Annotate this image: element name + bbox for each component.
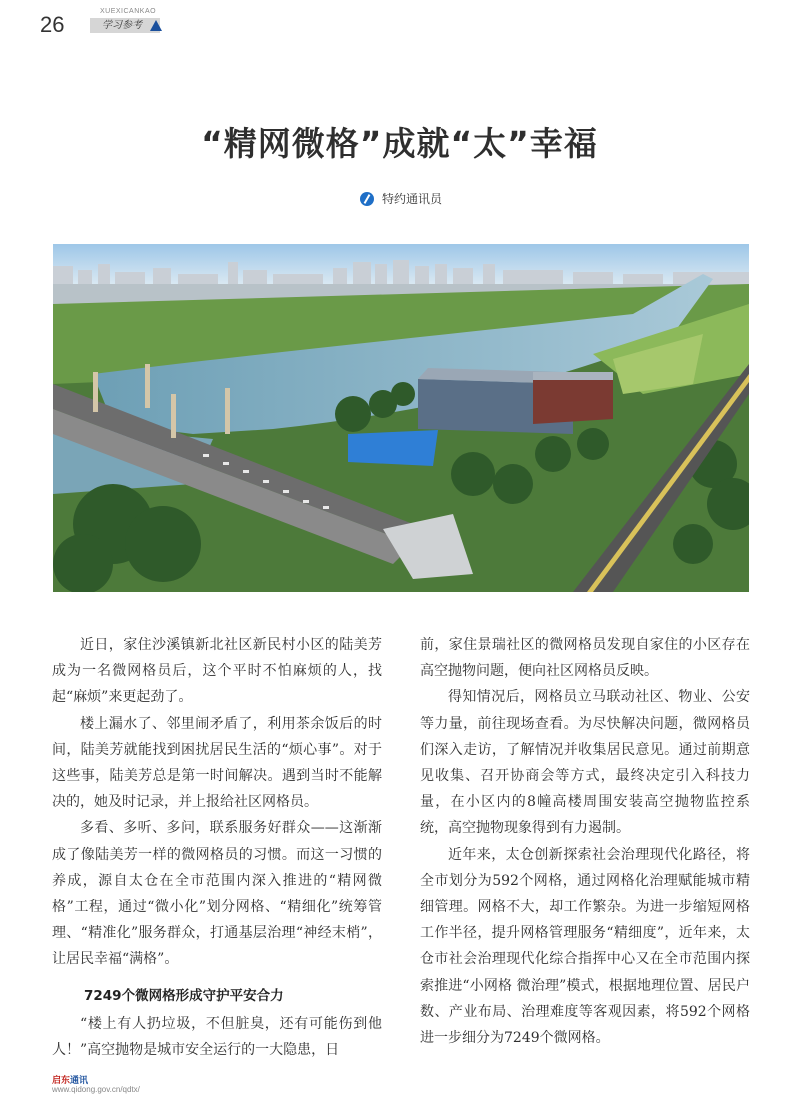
page-number: 26	[40, 12, 65, 37]
footer-brand-blue: 通讯	[70, 1076, 89, 1086]
right-column	[420, 632, 750, 1051]
footer-brand-red: 启东	[52, 1076, 71, 1086]
section-label: 学习参考	[90, 18, 160, 33]
paragraph: 楼上漏水了、邻里闹矛盾了，利用茶余饭后的时间，陆美芳就能找到困扰居民生活的“烦心事”。对于这些事，陆美芳总是第一时间解决。遇到当时不能解决的，她及时记录，并上报给社区网格员。	[52, 715, 382, 811]
section-triangle-icon	[150, 20, 162, 31]
byline	[360, 190, 442, 207]
paragraph: 近日，家住沙溪镇新北社区新民村小区的陆美芳成为一名微网格员后，这个平时不怕麻烦的人，找起“麻烦”来更起劲了。	[52, 637, 382, 706]
article-title: “精网微格”成就“太”幸福	[201, 124, 598, 163]
paragraph: 近年来，太仓创新探索社会治理现代化路径，将全市划分为592个网格，通过网格化治理赋能城市精细管理。网格不大，却工作繁杂。为进一步缩短网格工作半径，提升网格管理服务“精细度”，近年来，太仓市社会治理现代化综合指挥中心又在全市范围内探索推进“小网格 微治理”模式，根据地理位置、居民户数、产业布局、治理难度等客观因素，将592个网格进一步细分为7249个微网格。	[420, 846, 750, 1047]
paragraph: 前，家住景瑞社区的微网格员发现自家住的小区存在高空抛物问题，便向社区网格员反映。	[420, 637, 750, 680]
section-heading: 7249个微网格形成守护平安合力	[84, 987, 284, 1004]
article-photo	[53, 244, 749, 592]
paragraph: 得知情况后，网格员立马联动社区、物业、公安等力量，前往现场查看。为尽快解决问题，微网格员们深入走访，了解情况并收集居民意见。通过前期意见收集、召开协商会等方式，最终决定引入科技力量，在小区内的8幢高楼周围安装高空抛物监控系统，高空抛物现象得到有力遏制。	[420, 689, 750, 837]
pen-icon	[360, 192, 374, 206]
paragraph: “楼上有人扔垃圾，不但脏臭，还有可能伤到他人！”高空抛物是城市安全运行的一大隐患，日	[52, 1015, 382, 1058]
left-column	[52, 632, 382, 1063]
byline-text: 特约通讯员	[382, 192, 443, 206]
paragraph: 多看、多听、多问，联系服务好群众——这渐渐成了像陆美芳一样的微网格员的习惯。而这一习惯的养成，源自太仓在全市范围内深入推进的“精网微格”工程，通过“微小化”划分网格、“精细化”统筹管理、“精准化”服务群众，打通基层治理“神经末梢”，让居民幸福“满格”。	[52, 820, 382, 968]
header-pinyin: XUEXICANKAO	[100, 8, 157, 15]
footer-url: www.qidong.gov.cn/qdtx/	[52, 1085, 140, 1094]
